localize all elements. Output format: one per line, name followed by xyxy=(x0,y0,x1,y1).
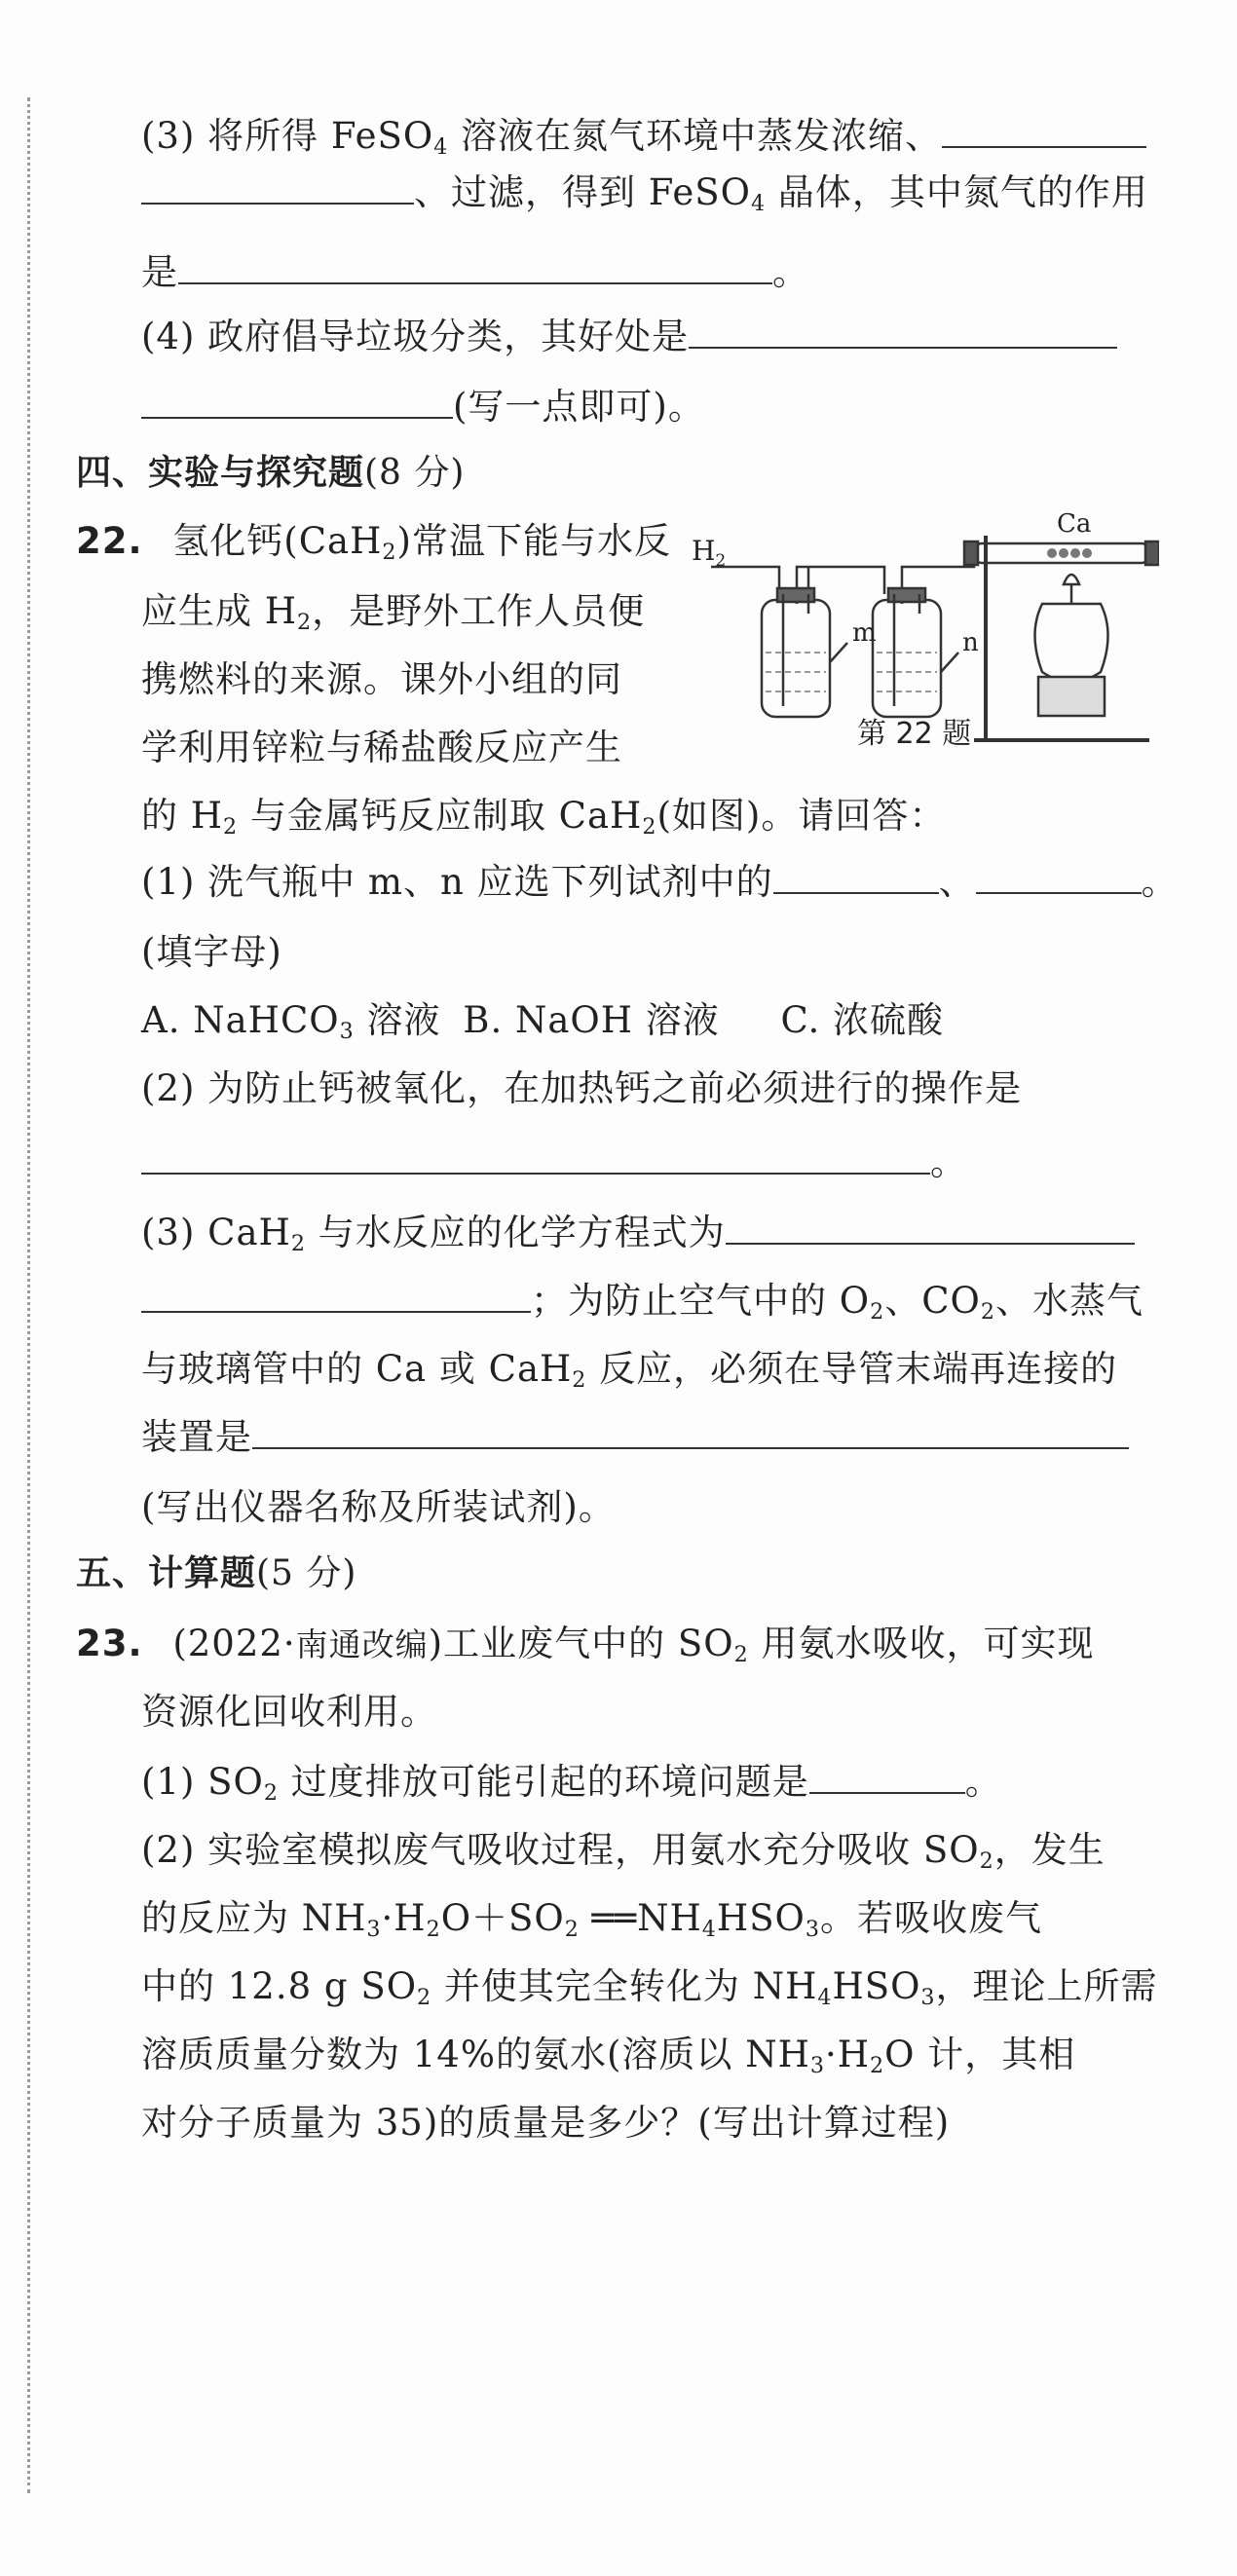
text: ·H xyxy=(381,1897,427,1939)
text: 与玻璃管中的 Ca 或 CaH xyxy=(141,1348,573,1390)
text: 与水反应的化学方程式为 xyxy=(305,1212,726,1253)
answer-blank[interactable] xyxy=(178,247,772,284)
answer-blank[interactable] xyxy=(141,1138,930,1175)
subscript: 4 xyxy=(433,134,449,160)
text: 、 xyxy=(938,861,976,903)
label-gas: $H_2$ xyxy=(692,535,727,571)
source-tag: 南通改编 xyxy=(295,1625,429,1663)
subscript: 2 xyxy=(223,814,239,840)
subscript: 2 xyxy=(979,1848,994,1874)
q22-part3-line4 xyxy=(141,1412,1129,1463)
text: 、过滤，得到 FeSO xyxy=(414,171,751,213)
q22-line2 xyxy=(141,586,645,637)
text: HSO xyxy=(832,1965,921,2007)
q23-part1-line xyxy=(141,1757,1002,1808)
q22-part3-line1 xyxy=(141,1208,1135,1258)
text: ，发生 xyxy=(993,1829,1106,1871)
question-number: 23. xyxy=(76,1623,143,1664)
q22-options xyxy=(141,995,944,1046)
text: 用氨水吸收，可实现 xyxy=(748,1623,1095,1664)
answer-blank[interactable] xyxy=(252,1412,1129,1449)
q23-part2-line5: 对分子质量为 35)的质量是多少？(写出计算过程) xyxy=(141,2102,951,2144)
text: 是 xyxy=(141,251,178,293)
text: 并使其完全转化为 NH xyxy=(431,1965,818,2007)
text: (2022· xyxy=(172,1623,296,1664)
subscript: 2 xyxy=(426,1917,441,1942)
text: ；为防止空气中的 O xyxy=(531,1280,871,1322)
text: 。 xyxy=(964,1761,1002,1803)
text: )常温下能与水反 xyxy=(396,520,671,562)
answer-blank[interactable] xyxy=(809,1757,965,1794)
subscript: 2 xyxy=(870,2053,885,2078)
section-title: 五、计算题 xyxy=(76,1553,257,1593)
option-c: C. 浓硫酸 xyxy=(780,999,945,1041)
subscript: 2 xyxy=(297,610,313,635)
text: (4) 政府倡导垃圾分类，其好处是 xyxy=(141,316,690,357)
q22-part3-note: (写出仪器名称及所装试剂)。 xyxy=(141,1486,616,1528)
answer-blank[interactable] xyxy=(942,111,1146,148)
text: 、水蒸气 xyxy=(995,1280,1144,1322)
text: 与金属钙反应制取 CaH xyxy=(238,795,643,837)
q22-part3-line3 xyxy=(141,1344,1117,1395)
subscript: 2 xyxy=(564,1917,580,1942)
q21-part3-line2 xyxy=(141,168,1148,218)
text: ，是野外工作人员便 xyxy=(312,590,646,632)
subscript: 2 xyxy=(263,1780,279,1806)
text: 。 xyxy=(930,1141,967,1183)
answer-blank-n[interactable] xyxy=(976,857,1142,894)
q22-part3-line2 xyxy=(141,1276,1143,1326)
text: (写一点即可)。 xyxy=(453,386,705,428)
text: 反应，必须在导管末端再连接的 xyxy=(586,1348,1118,1390)
q22-part1-line xyxy=(141,857,1179,908)
subscript: 2 xyxy=(980,1299,996,1325)
q23-part2-line4 xyxy=(141,2030,1075,2080)
subscript: 4 xyxy=(751,191,767,216)
q21-part4-line2 xyxy=(141,382,705,432)
text: 。 xyxy=(1141,861,1179,903)
answer-blank[interactable] xyxy=(141,1276,531,1313)
q21-part3-line3 xyxy=(141,247,809,298)
text: 溶液 xyxy=(354,999,441,1041)
answer-blank[interactable] xyxy=(141,168,414,205)
text: (1) 洗气瓶中 m、n 应选下列试剂中的 xyxy=(141,861,773,903)
text: O 计，其相 xyxy=(884,2034,1076,2075)
label-ca: Ca xyxy=(1057,509,1092,539)
text: O＋SO xyxy=(440,1897,565,1939)
subscript: 2 xyxy=(642,814,657,840)
figure-caption: 第 22 题 xyxy=(857,717,972,751)
q21-part3-line1 xyxy=(141,111,1146,162)
text: (1) SO xyxy=(141,1761,264,1803)
option-b: B. NaOH 溶液 xyxy=(463,999,720,1041)
subscript: 3 xyxy=(805,1917,820,1942)
text: (2) 实验室模拟废气吸收过程，用氨水充分吸收 SO xyxy=(141,1829,980,1871)
subscript: 4 xyxy=(817,1985,833,2010)
subscript: 2 xyxy=(290,1231,306,1256)
q23-part2-line3 xyxy=(141,1961,1158,2012)
answer-blank[interactable] xyxy=(726,1208,1135,1245)
answer-blank-m[interactable] xyxy=(773,857,939,894)
q22-line5 xyxy=(141,791,946,841)
subscript: 2 xyxy=(572,1367,587,1393)
subscript: 2 xyxy=(733,1642,749,1667)
subscript: 3 xyxy=(809,2053,825,2078)
text: 氢化钙(CaH xyxy=(172,520,383,562)
text: 、CO xyxy=(884,1280,981,1322)
text: )工业废气中的 SO xyxy=(428,1623,734,1664)
text: ，理论上所需 xyxy=(935,1965,1158,2007)
text: 。若吸收废气 xyxy=(820,1897,1042,1939)
section-title: 四、实验与探究题 xyxy=(76,453,365,493)
q23-line1 xyxy=(76,1619,1094,1670)
text: 过度排放可能引起的环境问题是 xyxy=(278,1761,809,1803)
text: (3) 将所得 FeSO xyxy=(141,115,434,157)
subscript: 3 xyxy=(366,1917,382,1942)
text: 溶液在氮气环境中蒸发浓缩、 xyxy=(448,115,943,157)
text: 晶体，其中氮气的作用 xyxy=(766,171,1148,213)
text: HSO xyxy=(716,1897,806,1939)
text: 中的 12.8 g SO xyxy=(141,1965,418,2007)
text: ══NH xyxy=(579,1897,702,1939)
text: ·H xyxy=(824,2034,870,2075)
section-points: (8 分) xyxy=(364,453,466,493)
answer-blank[interactable] xyxy=(141,382,453,419)
label-m: m xyxy=(852,618,877,648)
section-points: (5 分) xyxy=(256,1553,357,1593)
section-4-heading xyxy=(76,448,465,499)
text: 。 xyxy=(772,251,809,293)
subscript: 3 xyxy=(920,1985,936,2010)
q22-line3: 携燃料的来源。课外小组的同 xyxy=(141,658,622,700)
section-5-heading xyxy=(76,1549,356,1599)
question-number: 22. xyxy=(76,520,143,562)
q21-part4-line1 xyxy=(141,312,1117,362)
option-a: A. NaHCO xyxy=(141,999,340,1041)
q22-part2-line2 xyxy=(141,1138,967,1188)
subscript: 3 xyxy=(339,1019,355,1044)
text: 装置是 xyxy=(141,1416,252,1458)
label-n: n xyxy=(962,628,979,657)
q23-part2-line1 xyxy=(141,1825,1106,1876)
subscript: 4 xyxy=(701,1917,717,1942)
text: 的 H xyxy=(141,795,224,837)
subscript: 2 xyxy=(870,1299,885,1325)
q22-part1-note: (填字母) xyxy=(141,931,282,973)
text: (3) CaH xyxy=(141,1212,291,1253)
q23-line2: 资源化回收利用。 xyxy=(141,1691,437,1733)
text: 溶质质量分数为 14%的氨水(溶质以 NH xyxy=(141,2034,810,2075)
q22-part2-line1: (2) 为防止钙被氧化，在加热钙之前必须进行的操作是 xyxy=(141,1067,1023,1109)
q22-line1 xyxy=(76,516,671,567)
q22-line4: 学利用锌粒与稀盐酸反应产生 xyxy=(141,727,622,768)
subscript: 2 xyxy=(382,540,397,565)
subscript: 2 xyxy=(417,1985,432,2010)
answer-blank[interactable] xyxy=(689,312,1117,349)
text: 的反应为 NH xyxy=(141,1897,367,1939)
text: 应生成 H xyxy=(141,590,298,632)
q23-part2-line2 xyxy=(141,1893,1042,1944)
text: (如图)。请回答： xyxy=(656,795,947,837)
